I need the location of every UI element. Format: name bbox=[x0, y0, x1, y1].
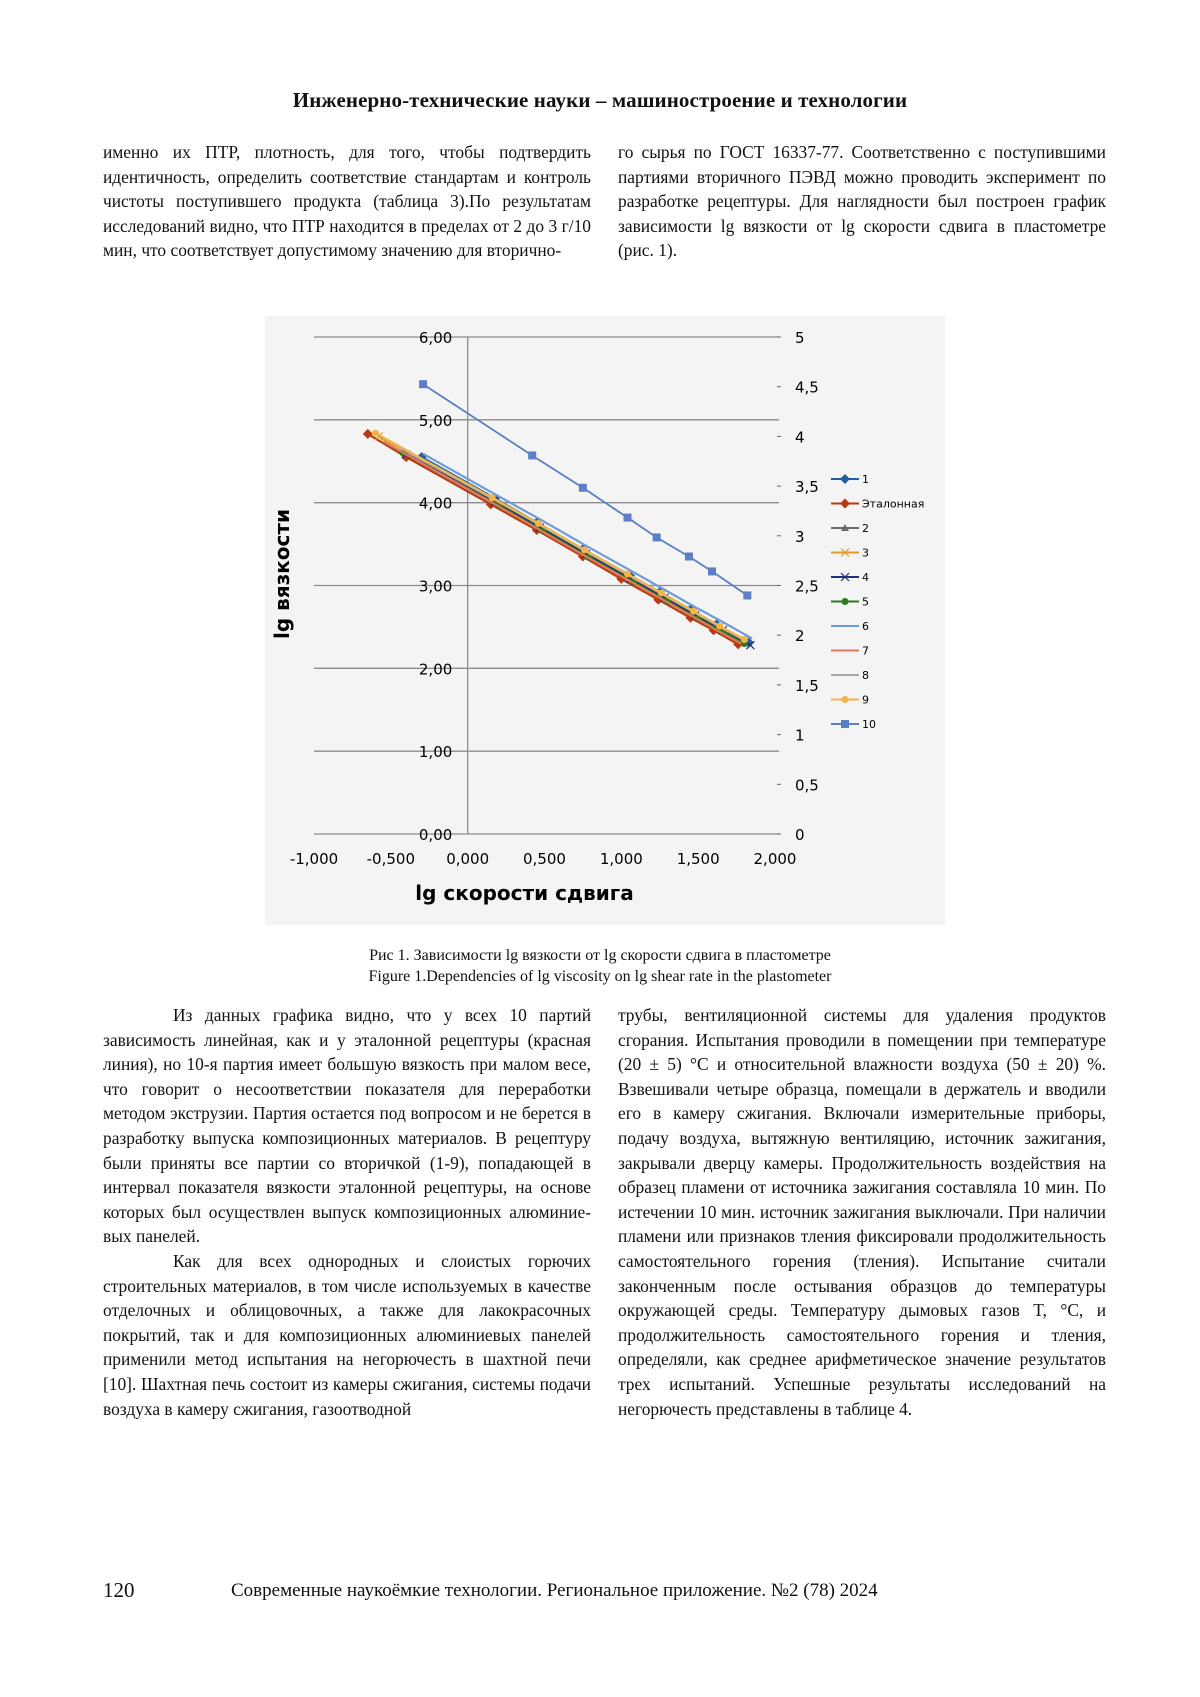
x-axis-label: lg скорости сдвига bbox=[415, 881, 634, 905]
legend-label: 5 bbox=[862, 595, 869, 609]
series-6 bbox=[423, 454, 752, 639]
y-tick-label: 1,00 bbox=[418, 743, 453, 762]
data-point bbox=[685, 553, 693, 561]
data-point bbox=[419, 380, 427, 388]
x-tick-label: 1,500 bbox=[676, 850, 720, 868]
series-7 bbox=[383, 441, 741, 643]
data-point bbox=[489, 494, 496, 501]
caption-en: Figure 1.Dependencies of lg viscosity on lg shear rate in the plastometer bbox=[368, 968, 832, 985]
legend-label: 4 bbox=[862, 571, 869, 584]
y2-tick-label: 0,5 bbox=[795, 776, 819, 795]
y-tick-label: 0,00 bbox=[418, 826, 453, 844]
body-text-bottom-right bbox=[618, 1003, 1106, 1421]
data-point bbox=[653, 533, 661, 541]
axes bbox=[290, 329, 819, 868]
y2-tick-label: 2 bbox=[795, 627, 805, 646]
data-point bbox=[581, 546, 588, 553]
x-tick-label: 0,500 bbox=[523, 850, 566, 868]
legend-item bbox=[831, 498, 924, 511]
legend-item bbox=[831, 620, 869, 633]
legend bbox=[831, 473, 924, 731]
series-line bbox=[376, 433, 745, 639]
legend-item bbox=[831, 571, 869, 584]
legend-label: 9 bbox=[862, 693, 869, 707]
data-point bbox=[372, 430, 379, 437]
body-text-top-left bbox=[103, 140, 591, 263]
y-axis-label: lg вязкости bbox=[270, 508, 294, 640]
running-head: Инженерно-технические науки – машиностроение и технологии bbox=[292, 88, 908, 112]
data-point bbox=[528, 451, 536, 459]
legend-label: 10 bbox=[862, 718, 876, 731]
page-number: 120 bbox=[103, 1578, 135, 1602]
x-tick-label: -1,000 bbox=[289, 850, 339, 868]
data-point bbox=[716, 623, 723, 630]
y2-tick-label: 0 bbox=[795, 826, 805, 844]
legend-label: 7 bbox=[862, 644, 869, 658]
legend-label: Эталонная bbox=[862, 497, 925, 511]
legend-item bbox=[831, 718, 876, 731]
data-point bbox=[741, 636, 748, 643]
chart-svg bbox=[265, 316, 945, 925]
caption-ru: Рис 1. Зависимости lg вязкости от lg скорости сдвига в пластометре bbox=[369, 947, 831, 964]
paragraph: Как для всех однородных и слоистых горючих строительных материалов, в том числе используемых в качестве отделочных и облицовочных, а также для лакокрасочных покрытий, так и для композиционных алюминиевых панелей применили метод испытания на негорючесть в шахтной печи [10]. Шахтная печь состоит из камеры сжигания, системы подачи воздуха в камеру сжигания, газоотводной bbox=[103, 1250, 591, 1419]
y2-tick-label: 2,5 bbox=[795, 577, 819, 596]
gridlines bbox=[314, 337, 779, 834]
legend-item bbox=[831, 522, 869, 535]
data-point bbox=[690, 608, 697, 615]
legend-label: 1 bbox=[862, 473, 869, 486]
data-point bbox=[624, 570, 631, 577]
y-tick-label: 4,00 bbox=[418, 494, 453, 513]
series-line bbox=[368, 434, 738, 644]
figure-caption bbox=[0, 945, 1200, 987]
data-point bbox=[841, 720, 849, 728]
data-point bbox=[840, 474, 850, 484]
data-point bbox=[363, 429, 373, 439]
data-point bbox=[708, 567, 716, 575]
series-line bbox=[423, 454, 752, 639]
data-point bbox=[840, 499, 850, 509]
legend-label: 6 bbox=[862, 620, 869, 633]
x-tick-label: 0,000 bbox=[446, 850, 490, 868]
data-point bbox=[743, 591, 751, 599]
series-line bbox=[383, 441, 741, 643]
legend-label: 8 bbox=[862, 669, 869, 682]
legend-label: 3 bbox=[862, 546, 869, 560]
legend-item bbox=[831, 547, 869, 560]
y-tick-label: 6,00 bbox=[418, 329, 453, 347]
legend-item bbox=[831, 669, 869, 682]
legend-item bbox=[831, 473, 869, 486]
x-tick-label: 2,000 bbox=[753, 850, 797, 868]
y-tick-label: 2,00 bbox=[418, 660, 453, 679]
y2-tick-label: 3 bbox=[795, 527, 805, 546]
y2-tick-label: 3,5 bbox=[795, 478, 819, 497]
body-text-top-right bbox=[618, 140, 1106, 263]
series-9 bbox=[372, 430, 748, 643]
y2-tick-label: 1,5 bbox=[795, 676, 819, 695]
data-point bbox=[842, 598, 849, 605]
journal-name: Современные наукоёмкие технологии. Региональное приложение. №2 (78) 2024 bbox=[231, 1580, 878, 1601]
legend-label: 2 bbox=[862, 522, 869, 535]
body-text-bottom-left bbox=[103, 1003, 591, 1421]
y2-tick-label: 4 bbox=[795, 428, 805, 447]
y2-tick-label: 5 bbox=[795, 329, 805, 347]
paragraph: го сырья по ГОСТ 16337-77. Соответственно с поступившими партиями вторичного ПЭВД можно проводить эксперимент по разработке рецептуры. Для наглядности был построен график зависимости lg вязкости от lg скорости сдвига в пластометре (рис. 1). bbox=[618, 142, 1106, 261]
y2-tick-label: 4,5 bbox=[795, 378, 819, 397]
legend-item bbox=[831, 645, 869, 658]
data-point bbox=[842, 696, 849, 703]
data-point bbox=[535, 520, 542, 527]
paragraph: трубы, вентиляционной системы для удаления продуктов сгорания. Испытания проводили в помещении при температуре (20 ± 5) °C и относительной влажности воздуха (50 ± 20) %. Взвешивали четыре образца, помещали в держатель и вводили его в камеру сжигания. Включали измерительные приборы, подачу воздуха, вытяжную вентиляцию, источник зажигания, закрывали дверцу камеры. Продолжительность воздействия на образец пламени от источника зажигания составляла 10 мин. По истечении 10 мин. источник зажигания выключали. При наличии пламени или признаков тления фиксировали продолжительность самостоятельного горения (тления). Испытание считали законченным после остывания образцов до температуры окружающей среды. Температуру дымовых газов T, °C, и продолжительность самостоятельного горения и тления, определяли, как среднее арифметическое значение результатов трех испытаний. Успешные результаты исследований на негорючесть представлены в таблице 4. bbox=[618, 1005, 1106, 1419]
x-tick-label: 1,000 bbox=[599, 850, 643, 868]
legend-item bbox=[831, 596, 869, 609]
paragraph: именно их ПТР, плотность, для того, чтобы подтвердить идентичность, определить соответствие стандартам и контроль чистоты поступившего продукта (таблица 3).По результатам исследований видно, что ПТР находится в пределах от 2 до 3 г/10 мин, что соответствует допустимому значению для вторично- bbox=[103, 142, 591, 261]
y2-tick-label: 1 bbox=[795, 726, 805, 745]
data-point bbox=[579, 484, 587, 492]
legend-item bbox=[831, 694, 869, 707]
y-tick-label: 3,00 bbox=[418, 577, 453, 596]
figure-1-chart bbox=[265, 316, 945, 925]
paragraph: Из данных графика видно, что у всех 10 партий зависимость линейная, как и у эталонной рецептуры (красная линия), но 10-я партия имеет большую вязкость при малом весе, что говорит о несоответствии показателя для переработки методом экструзии. Партия остается под вопросом и не берется в разработку выпуска композиционных материалов. В рецептуру были приняты все партии со вторичкой (1-9), попадающей в интервал показателя вязкости эталонной рецептуры, на основе которых был осуществлен выпуск композиционных алюминиевых панелей. bbox=[103, 1005, 591, 1247]
data-point bbox=[658, 589, 665, 596]
y-tick-label: 5,00 bbox=[418, 411, 453, 430]
data-point bbox=[623, 514, 631, 522]
x-tick-label: -0,500 bbox=[366, 850, 416, 868]
